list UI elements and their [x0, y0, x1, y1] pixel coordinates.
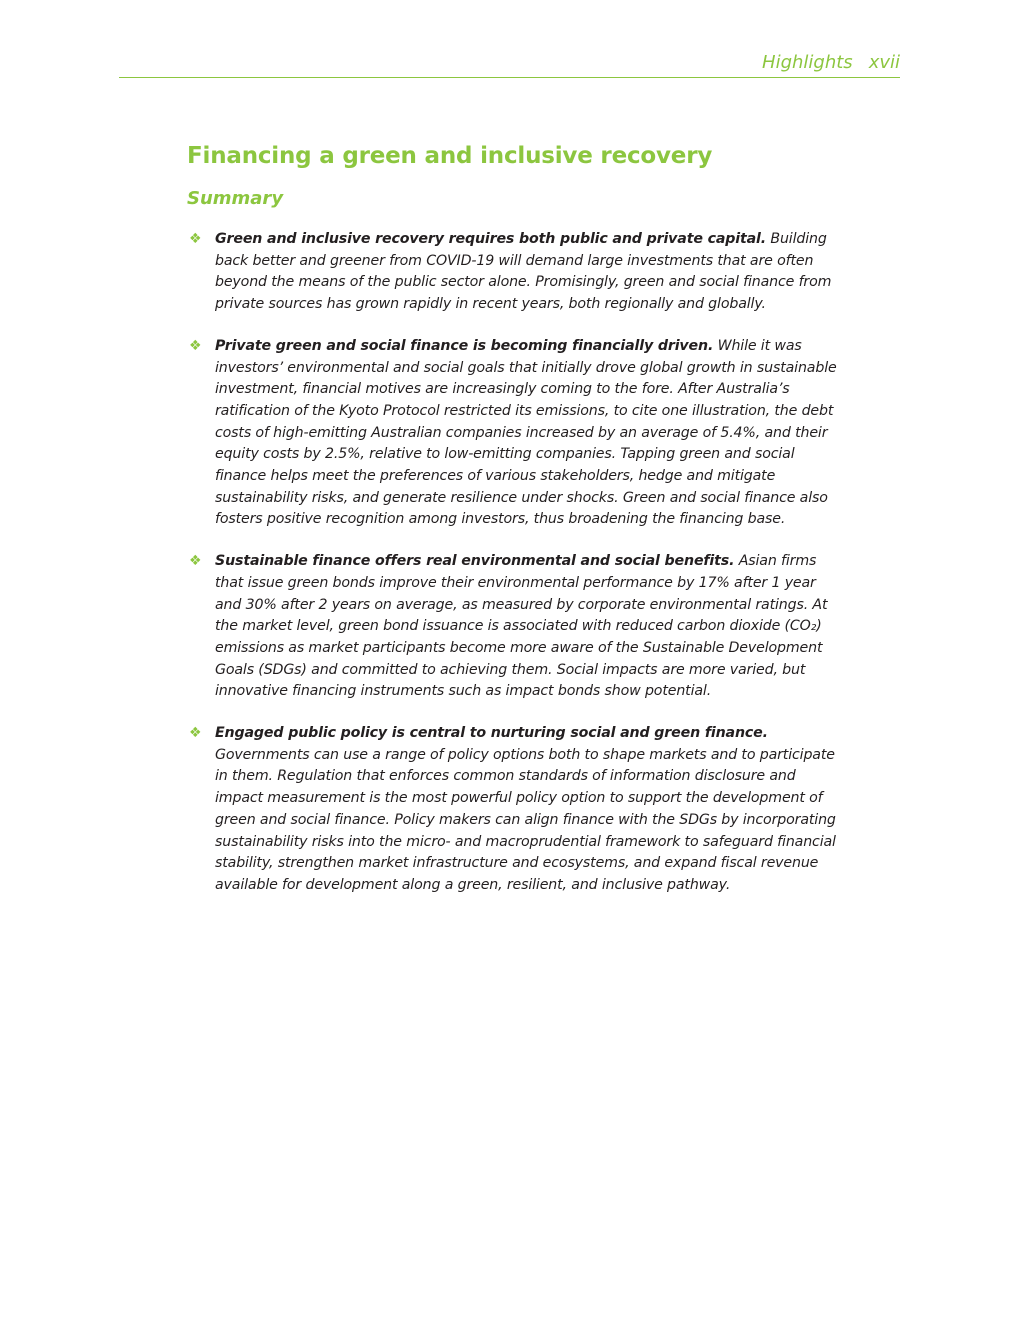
bullet-body: While it was investors’ environmental and social goals that initially drove global growth in sustainable investment, financial motives are increasingly coming to the fore. After Australia’s ratification of the Kyoto Protocol restricted its emissions, to cite one illustration, the debt costs of high-emitting Australian companies increased by an average of 5.4%, and their equity costs by 2.5%, relative to low-emitting companies. Tapping green and social finance helps meet the preferences of various stakeholders, hedge and mitigate sustainability risks, and generate resilience under shocks. Green and social finance also fosters positive recognition among investors, thus broadening the financing base. — [215, 337, 837, 528]
header-section-title: Highlights — [762, 52, 853, 73]
bullet-lead: Sustainable finance offers real environmental and social benefits. — [215, 553, 735, 570]
summary-bullet — [187, 336, 837, 531]
bullet-lead: Private green and social finance is becoming financially driven. — [215, 337, 714, 354]
page-number: xvii — [868, 52, 900, 73]
diamond-dots-icon: ❖ — [189, 725, 202, 742]
diamond-dots-icon: ❖ — [189, 553, 202, 570]
summary-bullet — [187, 551, 837, 703]
bullet-body: Asian firms that issue green bonds improve their environmental performance by 17% after 1 year and 30% after 2 years on average, as measured by corporate environmental ratings. At the market level, green bond issuance is associated with reduced carbon dioxide (CO₂) emissions as market participants become more aware of the Sustainable Development Goals (SDGs) and committed to achieving them. Social impacts are more varied, but innovative financing instruments such as impact bonds show potential. — [215, 553, 828, 700]
page-title: Financing a green and inclusive recovery — [187, 143, 713, 169]
diamond-dots-icon: ❖ — [189, 231, 202, 247]
main-content — [187, 140, 837, 917]
bullet-lead: Engaged public policy is central to nurturing social and green finance. — [215, 725, 768, 742]
bullet-lead: Green and inclusive recovery requires both public and private capital. — [215, 231, 766, 247]
diamond-dots-icon: ❖ — [189, 337, 202, 354]
bullet-body: Building back better and greener from COVID-19 will demand large investments that are often beyond the means of the public sector alone. Promisingly, green and social finance from private sources has grown rapidly in recent years, both regionally and globally. — [215, 231, 832, 313]
running-header — [119, 50, 900, 78]
summary-bullet — [187, 229, 837, 316]
summary-bullet — [187, 723, 837, 897]
bullet-body: Governments can use a range of policy options both to shape markets and to participate in them. Regulation that enforces common standards of information disclosure and impact measurement is the most powerful policy option to support the development of green and social finance. Policy makers can align finance with the SDGs by incorporating sustainability risks into the micro- and macroprudential framework to safeguard financial stability, strengthen market infrastructure and ecosystems, and expand fiscal revenue available for development along a green, resilient, and inclusive pathway. — [215, 746, 836, 893]
summary-bullet-list — [187, 229, 837, 897]
summary-heading: Summary — [187, 188, 284, 209]
